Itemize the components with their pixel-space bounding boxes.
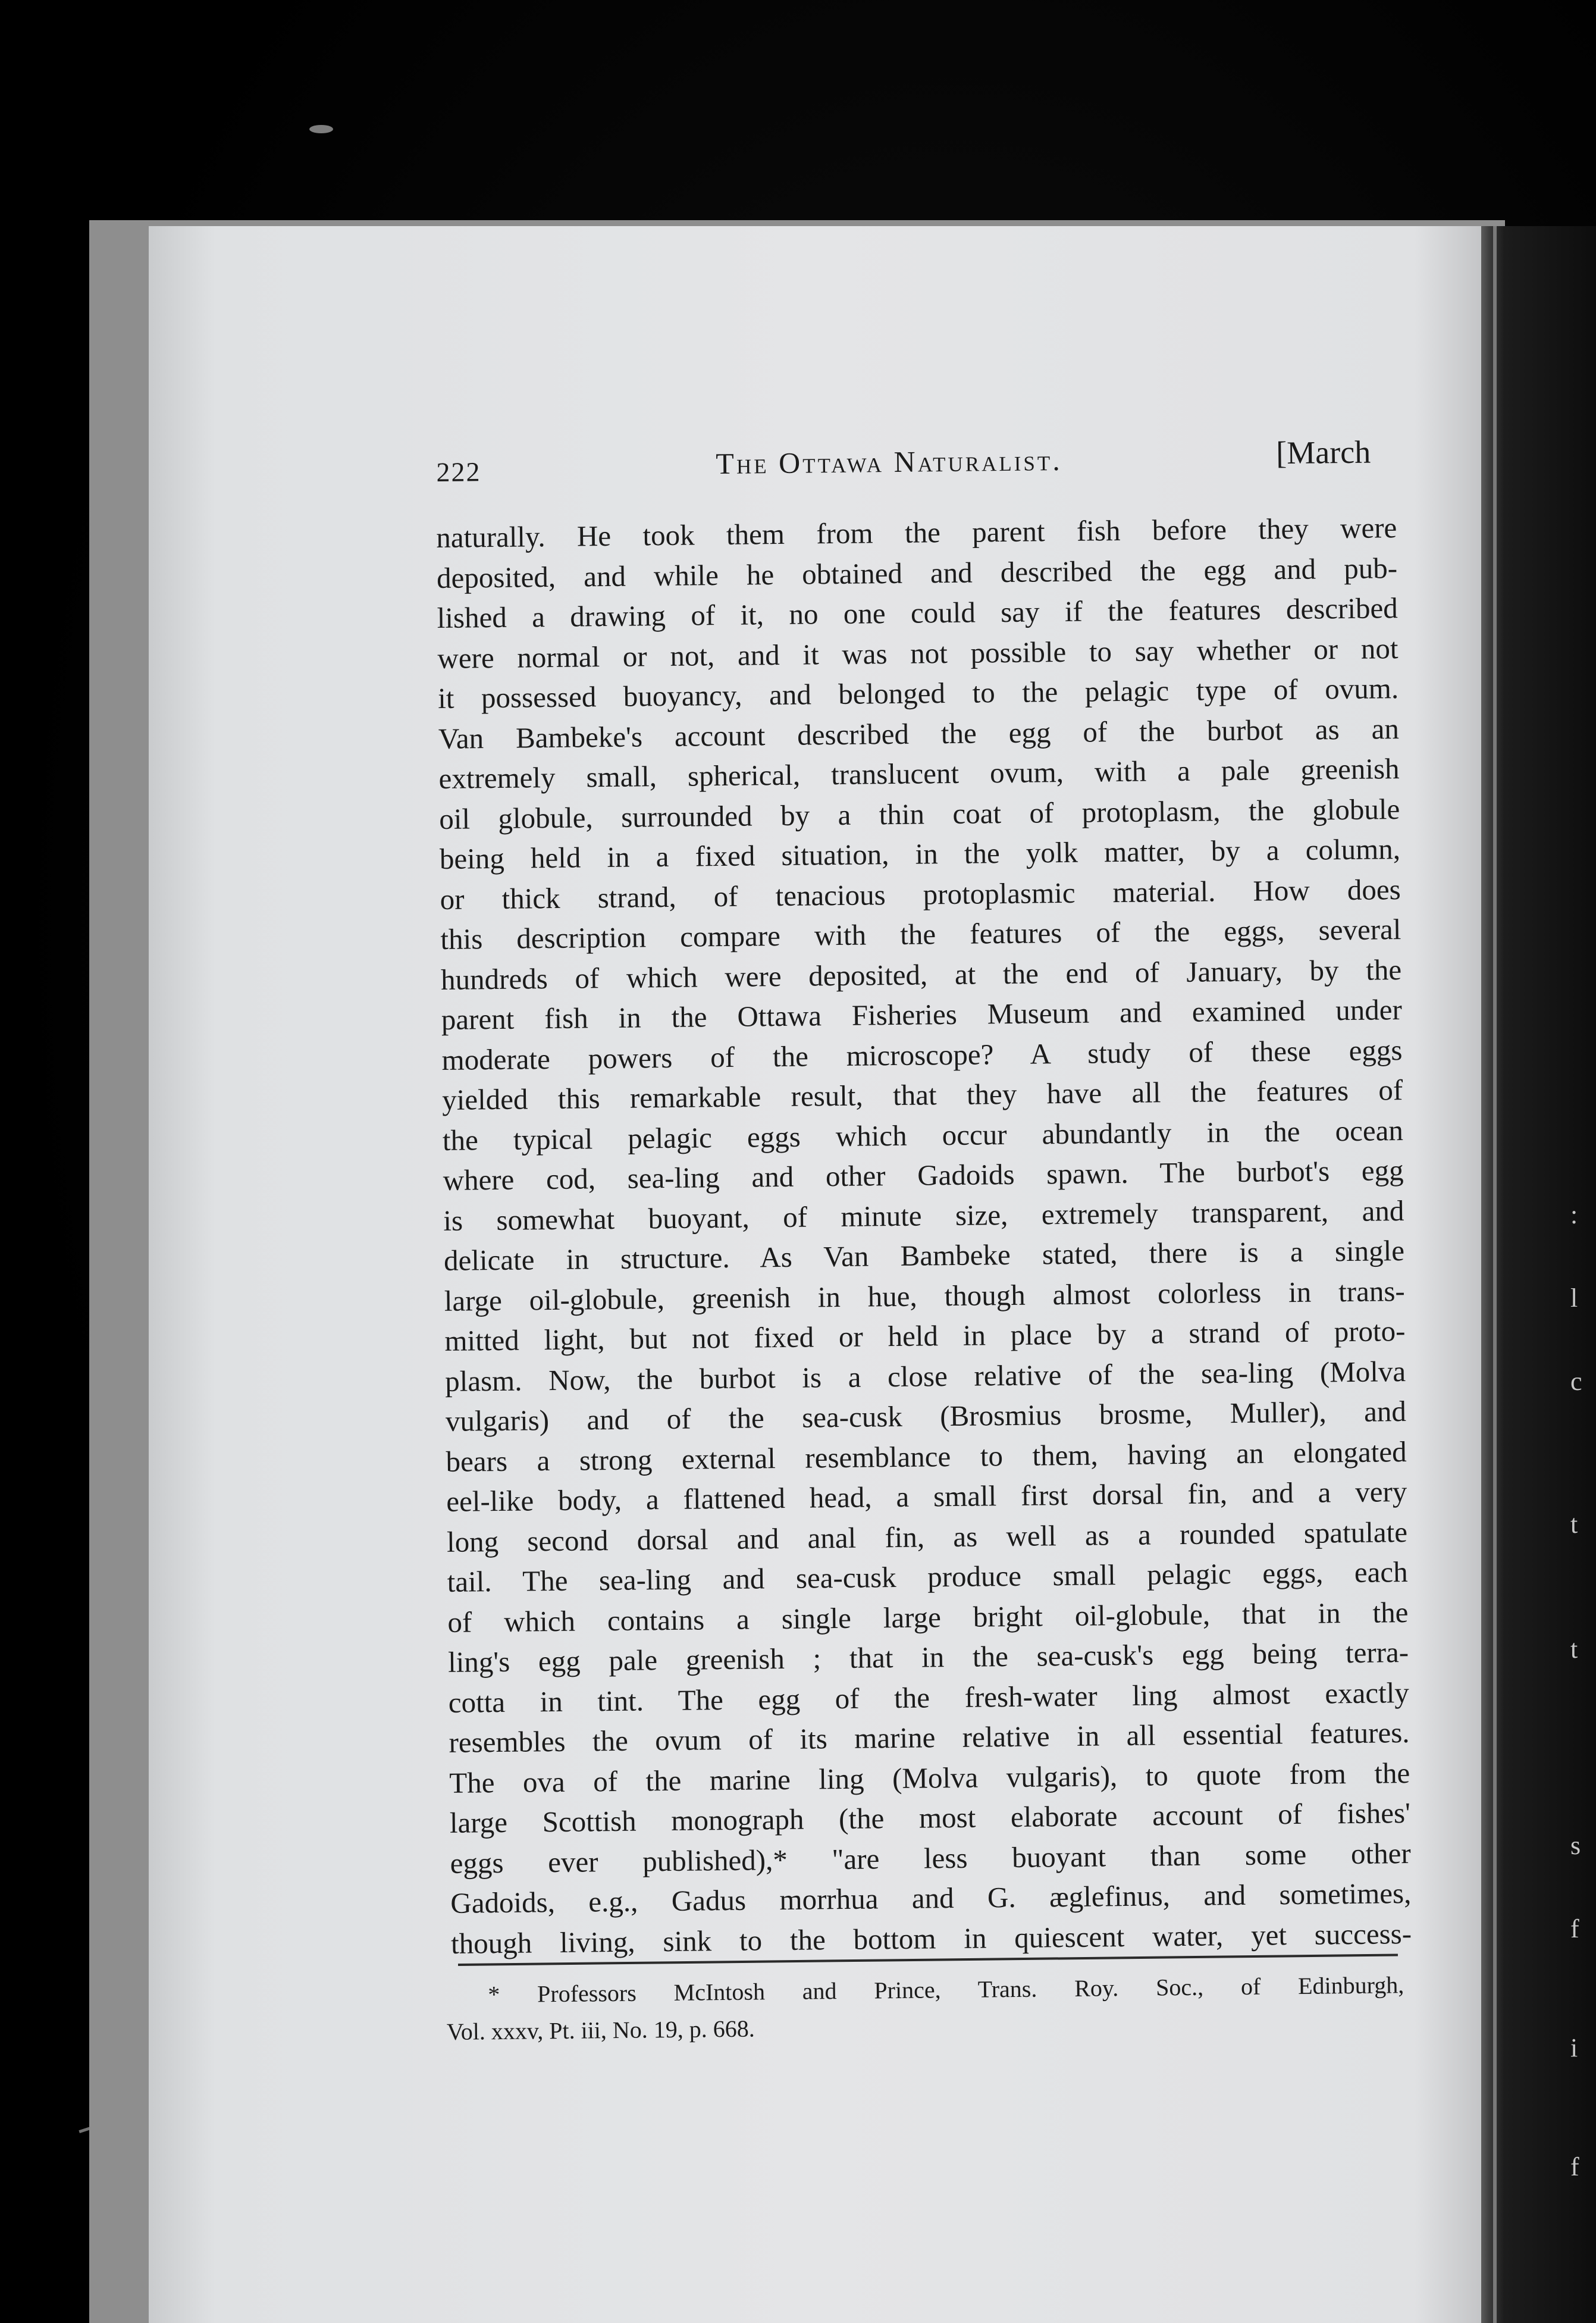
body-line: is somewhat buoyant, of minute size, extremely transparent, and [443, 1194, 1404, 1237]
body-line: resembles the ovum of its marine relative in all essential features. [449, 1715, 1410, 1759]
facing-page-fragment: i [1570, 2033, 1578, 2062]
body-line: deposited, and while he obtained and described the egg and pub- [436, 551, 1398, 594]
body-line: Van Bambeke's account described the egg of the burbot as an [438, 712, 1400, 755]
body-line: naturally. He took them from the parent fish before they were [436, 511, 1397, 554]
body-line: parent fish in the Ottawa Fisheries Museum and examined under [441, 993, 1403, 1036]
page-number: 222 [436, 456, 481, 487]
facing-page-fragment: : [1570, 1200, 1578, 1229]
footnote-line: Vol. xxxv, Pt. iii, No. 19, p. 668. [446, 2015, 755, 2045]
body-line: though living, sink to the bottom in quiescent water, yet success- [450, 1917, 1412, 1960]
facing-page-fragment: t [1570, 1510, 1578, 1539]
facing-page-edge [1481, 226, 1596, 2323]
journal-title: The Ottawa Naturalist. [716, 443, 1062, 481]
body-line: Gadoids, e.g., Gadus morrhua and G. æglefinus, and sometimes, [450, 1876, 1412, 1920]
article-body [436, 508, 1412, 1964]
body-line: of which contains a single large bright oil-globule, that in the [447, 1595, 1409, 1639]
body-line: the typical pelagic eggs which occur abundantly in the ocean [442, 1113, 1404, 1157]
body-line: cotta in tint. The egg of the fresh-water ling almost exactly [448, 1676, 1410, 1719]
body-line: being held in a fixed situation, in the yolk matter, by a column, [439, 832, 1401, 875]
facing-page-fragment: c [1570, 1367, 1582, 1396]
body-line: moderate powers of the microscope? A study of these eggs [441, 1033, 1403, 1076]
issue-month: [March [1275, 434, 1371, 471]
body-line: oil globule, surrounded by a thin coat of protoplasm, the globule [439, 792, 1400, 835]
body-line: extremely small, spherical, translucent ovum, with a pale greenish [438, 752, 1400, 795]
body-line: tail. The sea-ling and sea-cusk produce small pelagic eggs, each [447, 1555, 1408, 1598]
facing-page-fragment: l [1570, 1283, 1578, 1313]
facing-page-fragment: s [1570, 1831, 1581, 1860]
body-line: plasm. Now, the burbot is a close relative of the sea-ling (Molva [444, 1354, 1406, 1398]
facing-page-fragment: f [1570, 2152, 1579, 2181]
body-line: The ova of the marine ling (Molva vulgaris), to quote from the [449, 1756, 1410, 1799]
body-line: eggs ever published),* "are less buoyant than some other [450, 1836, 1411, 1880]
body-line: ling's egg pale greenish ; that in the sea-cusk's egg being terra- [447, 1635, 1409, 1679]
body-line: delicate in structure. As Van Bambeke stated, there is a single [443, 1234, 1405, 1277]
body-line: it possessed buoyancy, and belonged to the pelagic type of ovum. [437, 672, 1399, 715]
footnote-line: * Professors McIntosh and Prince, Trans. Roy. Soc., of Edinburgh, [488, 1971, 1404, 2008]
body-line: large oil-globule, greenish in hue, though almost colorless in trans- [444, 1274, 1405, 1317]
body-line: large Scottish monograph (the most elaborate account of fishes' [449, 1796, 1411, 1839]
facing-page-fragment: f [1570, 1914, 1579, 1943]
body-line: yielded this remarkable result, that they have all the features of [441, 1073, 1403, 1116]
body-line: lished a drawing of it, no one could say if the features described [437, 591, 1398, 634]
film-speck [309, 125, 333, 133]
body-line: hundreds of which were deposited, at the end of January, by the [440, 953, 1402, 996]
facing-page-fragment: t [1570, 1635, 1578, 1664]
body-line: or thick strand, of tenacious protoplasmic material. How does [440, 872, 1401, 916]
body-line: long second dorsal and anal fin, as well as a rounded spatulate [446, 1515, 1408, 1558]
body-line: vulgaris) and of the sea-cusk (Brosmius brosme, Muller), and [445, 1395, 1407, 1438]
footnote [446, 1967, 1404, 2050]
body-line: mitted light, but not fixed or held in place by a strand of proto- [444, 1314, 1406, 1357]
body-line: were normal or not, and it was not possible to say whether or not [437, 631, 1399, 675]
body-line: eel-like body, a flattened head, a small first dorsal fin, and a very [446, 1474, 1407, 1518]
running-head [436, 433, 1388, 491]
body-line: bears a strong external resemblance to them, having an elongated [446, 1435, 1407, 1478]
gutter-line [1493, 226, 1497, 2323]
body-line: where cod, sea-ling and other Gadoids spawn. The burbot's egg [443, 1154, 1404, 1197]
body-line: this description compare with the features of the eggs, several [440, 913, 1401, 956]
